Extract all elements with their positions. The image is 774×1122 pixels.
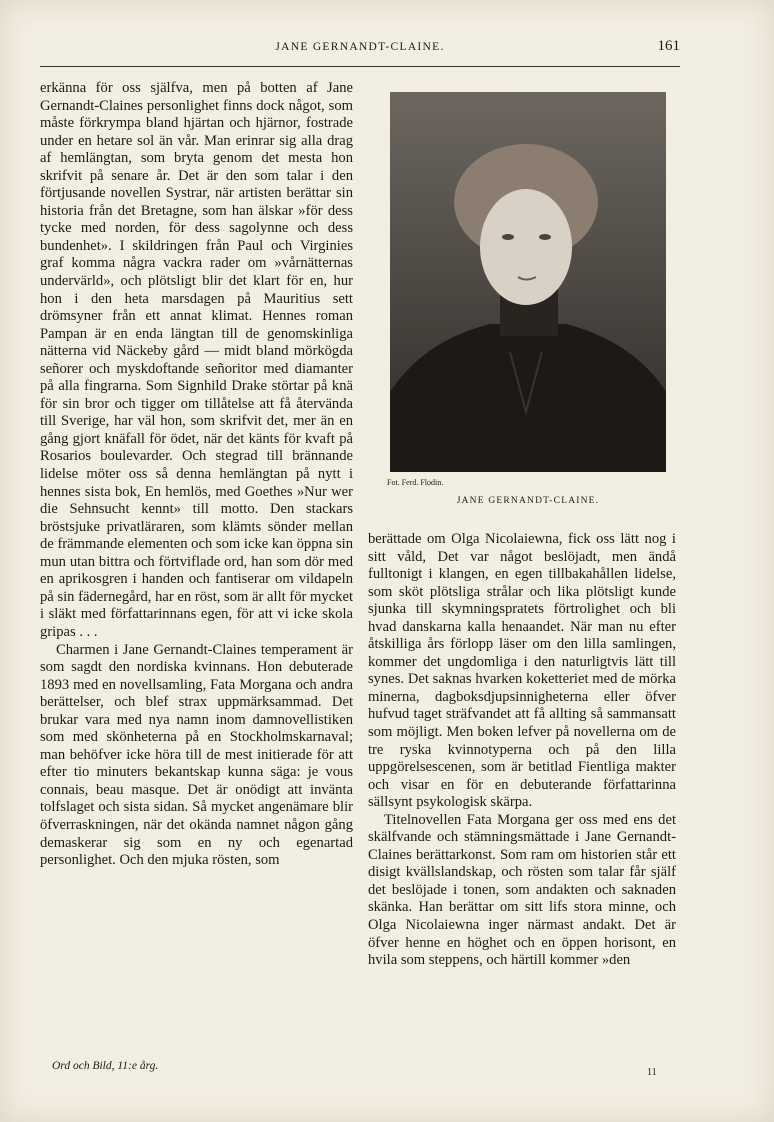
left-paragraph-1: erkänna för oss själfva, men på botten af Jane Gernandt-Claines personlighet finns dock något, som måste förkrympa bland hjärtan och hjärnor, fostrade under en hetare sol än vår. Man erinrar sig alla drag af hemlängtan, som bryta genom det mesta hon skrifvit på senare år. Det är den som talar i den förtjusande novellen Systrar, när artisten berättar sin historia från det Bretagne, som han älskar »för dess tycke med norden, för dess sagolynne och dess bundenhet». I skildringen från Paul och Virginies graf komma några vackra rader om »vårnätternas undervärld», och plötsligt blir det klart för en, hur hon i den heta marsdagen på Mauritius sett drömsyner från ett annat klimat. Hennes roman Pampan är en enda längtan till de genomskinliga nätterna vid Näckeby gård — midt bland mörkögda señorer och myskdoftande señoritor med diamanter på alla fingrarna. Som Signhild Drake störtar på knä för sin bror och tigger om tillåtelse att få återvända till Sverige, har väl hon, som skrifvit det, mer än en gång gjort knäfall för ödet, när det känts för kvaft på Rosarios boulevarder. Och stegrad till brännande lidelse möter oss så denna hemlängtan på nytt i hennes sista bok, En hemlös, med Goethes »Nur wer die Sehnsucht kennt» till motto. Den stackars bröstsjuke privatläraren, som klämts sönder mellan de främmande elementen och som icke kan öppna sin mun utan bittra och förtviflade ord, han som dör med en aprikosgren i handen och fantiserar om vildapeln på sin fädernegård, har en röst, som är allt för mycket i släkt med författarinnans egen, för att vi icke skola gripas . . . bbox=[40, 80, 353, 640]
header-rule bbox=[40, 66, 680, 67]
right-column bbox=[368, 531, 676, 970]
photo-credit: Fot. Ferd. Flodin. bbox=[387, 478, 444, 487]
right-paragraph-2: Titelnovellen Fata Morgana ger oss med ens det skälfvande och stämningsmättade i Jane Gernandt-Claines berättarkonst. Som ram om historien står ett disigt kvällslandskap, och rösten som talar får själf det beslöjade i tonen, som andakten och saknaden skänka. Han berättar om sitt lifs stora minne, och Olga Nicolaiewna inger närmast andakt. Det är öfver henne en höghet och en öppen horisont, en hvila som steppens, och härtill kommer »den bbox=[368, 811, 676, 969]
right-paragraph-1: berättade om Olga Nicolaiewna, fick oss lätt nog i sitt våld, Det var något beslöjadt, men ändå fulltonigt i klangen, en egen tillbakahållen lidelse, som sköt plötsliga strålar och lika plötsligt kunde sjunka till skymningspratets förtrolighet och bli hvad danskarna kalla henaandet. När man nu efter åtskilliga års förlopp läser om den lilla samlingen, kommer det ungdomliga i den naturligtvis lätt till synes. Det saknas hvarken koketteriet med de mörka minerna, dagboksdjupsinnigheterna eller öfver hufvud taget sträfvandet att få allting så sammansatt som möjligt. Men boken lefver på novellerna om de tre ryska kvinnotyperna och på den lilla uppgörelsescenen, som är betitlad Fientliga makter och visar en för en debuterande författarinna sällsynt psykologisk skärpa. bbox=[368, 531, 676, 811]
left-column bbox=[40, 80, 353, 870]
portrait-figure bbox=[390, 92, 666, 472]
figure-caption: JANE GERNANDT-CLAINE. bbox=[456, 496, 600, 506]
publication-footer: Ord och Bild, 11:e årg. bbox=[52, 1060, 159, 1072]
signature-mark: 11 bbox=[647, 1067, 657, 1078]
left-paragraph-2: Charmen i Jane Gernandt-Claines temperament är som sagdt den nordiska kvinnans. Hon debuterade 1893 med en novellsamling, Fata Morgana och andra berättelser, och blef strax uppmärksammad. Det brukar vara med nya namn inom damnovellistiken som med skönheterna på en Stockholmskarnaval; man behöfver icke höra till de mest initierade för att efter tio minuters bekantskap kunna säga: je vous connais, beau masque. Det är onödigt att invänta tolfslaget och sista sidan. Så mycket angenämare blir öfverraskningen, när det okända namnet någon gång demaskerar sig som en ny och egenartad personlighet. Och den mjuka rösten, som bbox=[40, 641, 353, 869]
running-header bbox=[40, 38, 680, 61]
page-number: 161 bbox=[657, 38, 680, 54]
running-title: JANE GERNANDT-CLAINE. bbox=[275, 41, 445, 53]
portrait-photo bbox=[390, 92, 666, 472]
